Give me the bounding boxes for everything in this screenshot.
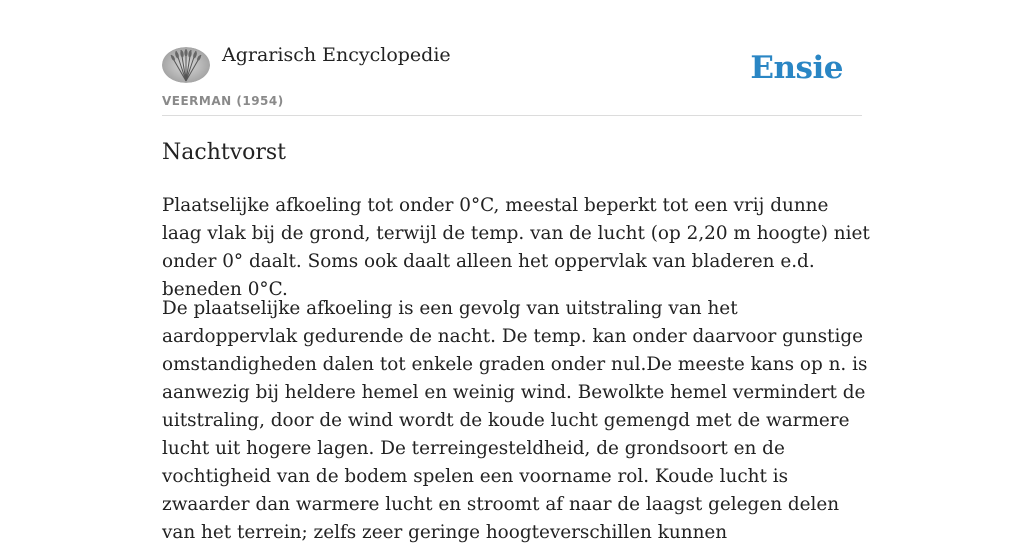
wheat-sheaf-icon[interactable] xyxy=(162,47,210,83)
article-paragraph-2: De plaatselijke afkoeling is een gevolg van uitstraling van het aardoppervlak gedurende de nacht. De temp. kan onder daarvoor gunstige omstandigheden dalen tot enkele graden onder nul.De meeste kans op n. is aanwezig bij heldere hemel en weinig wind. Bewolkte hemel vermindert de uitstraling, door de wind wordt de koude lucht gemengd met de warmere lucht uit hogere lagen. De terreingesteldheid, de grondsoort en de vochtigheid van de bodem spelen een voorname rol. Koude lucht is zwaarder dan warmere lucht en stroomt af naar de laagst gelegen delen van het terrein; zelfs zeer geringe hoogteverschillen kunnen xyxy=(162,298,868,543)
source-title[interactable]: Agrarisch Encyclopedie xyxy=(222,44,451,66)
article-title: Nachtvorst xyxy=(162,140,287,165)
page-container xyxy=(162,0,870,543)
source-author[interactable]: VEERMAN (1954) xyxy=(162,94,284,108)
ensie-logo-link[interactable]: Ensie xyxy=(750,50,843,86)
article-paragraph-1: Plaatselijke afkoeling tot onder 0°C, meestal beperkt tot een vrij dunne laag vlak bij de grond, terwijl de temp. van de lucht (op 2,20 m hoogte) niet onder 0° daalt. Soms ook daalt alleen het oppervlak van bladeren e.d. beneden 0°C. xyxy=(162,195,870,300)
source-header xyxy=(162,0,862,116)
